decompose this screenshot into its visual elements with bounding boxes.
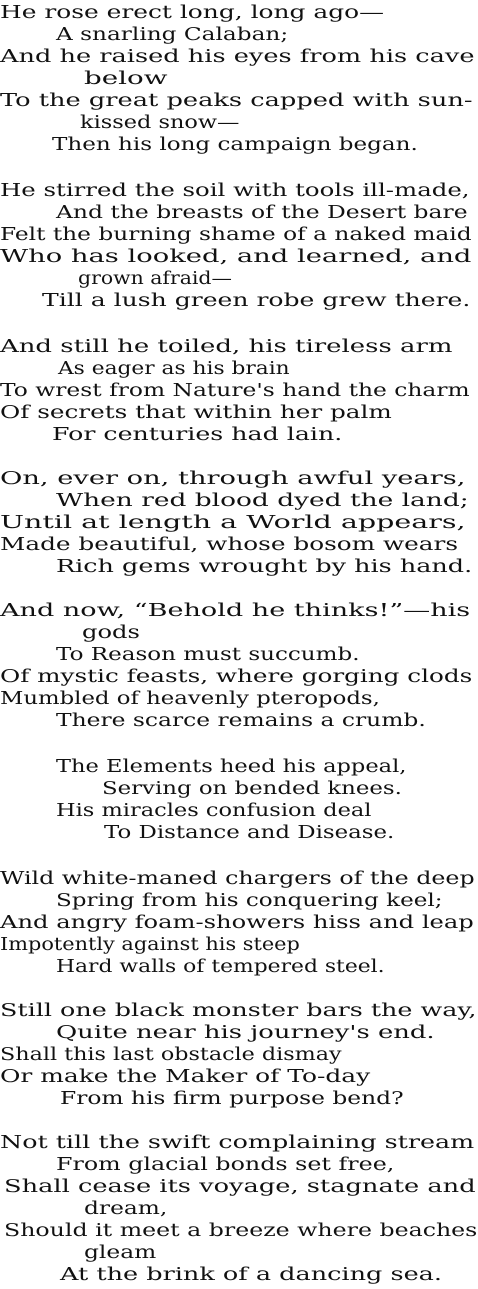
poem-line: As eager as his brain [58,359,290,379]
poem-line: kissed snow— [80,113,240,133]
poem-line: Of mystic feasts, where gorging clods [0,667,473,687]
poem-line: Till a lush green robe grew there. [42,291,471,311]
poem-line: For centuries had lain. [52,425,343,445]
poem-line: gleam [84,1243,157,1263]
poem-line: On, ever on, through awful years, [0,469,466,489]
poem-line: gods [82,623,140,643]
poem-line: Spring from his conquering keel; [56,891,443,911]
poem-line: Impotently against his steep [0,935,300,955]
poem-line: When red blood dyed the land; [56,491,469,511]
poem-line: below [84,69,168,89]
poem-line: grown afraid— [78,269,232,289]
poem-line: Not till the swift complaining stream [0,1133,475,1153]
poem-line: He rose erect long, long ago— [0,3,385,23]
poem-line: And he raised his eyes from his cave [0,47,475,67]
poem-line: To the great peaks capped with sun- [0,91,473,111]
poem-line: Serving on bended knees. [102,779,402,799]
poem-line: Hard walls of tempered steel. [56,957,385,977]
poem-line: The Elements heed his appeal, [56,757,407,777]
poem-line: At the brink of a dancing sea. [60,1265,442,1285]
poem-line: Rich gems wrought by his hand. [56,557,473,577]
poem-line: And now, “Behold he thinks!”—his [0,601,471,621]
poem-line: To wrest from Nature's hand the charm [0,381,470,401]
poem-line: Mumbled of heavenly pteropods, [0,689,380,709]
poem-line: Quite near his journey's end. [56,1023,435,1043]
poem-line: To Reason must succumb. [56,645,360,665]
poem-line: To Distance and Disease. [104,823,395,843]
poem-line: His miracles confusion deal [56,801,372,821]
poem-line: Until at length a World appears, [0,513,466,533]
poem-line: Made beautiful, whose bosom wears [0,535,459,555]
poem-line: Of secrets that within her palm [0,403,392,423]
poem-line: And angry foam-showers hiss and leap [0,913,474,933]
poem-line: And still he toiled, his tireless arm [0,337,453,357]
poem-line: Still one black monster bars the way, [0,1001,477,1021]
poem-line: Wild white-maned chargers of the deep [0,869,475,889]
poem-line: From glacial bonds set free, [56,1155,395,1175]
poem-line: From his firm purpose bend? [60,1089,404,1109]
poem-line: Or make the Maker of To-day [0,1067,371,1087]
poem-line: A snarling Calaban; [56,25,289,45]
poem-line: Then his long campaign began. [52,135,418,155]
poem-line: dream, [84,1199,168,1219]
poem-line: Shall cease its voyage, stagnate and [4,1177,476,1197]
poem-line: There scarce remains a crumb. [56,711,426,731]
poem-line: Felt the burning shame of a naked maid [0,225,472,245]
poem-line: He stirred the soil with tools ill-made, [0,181,470,201]
poem-line: Should it meet a breeze where beaches [4,1221,478,1241]
poem-line: And the breasts of the Desert bare [56,203,468,223]
poem-line: Shall this last obstacle dismay [0,1045,342,1065]
poem-line: Who has looked, and learned, and [0,247,472,267]
